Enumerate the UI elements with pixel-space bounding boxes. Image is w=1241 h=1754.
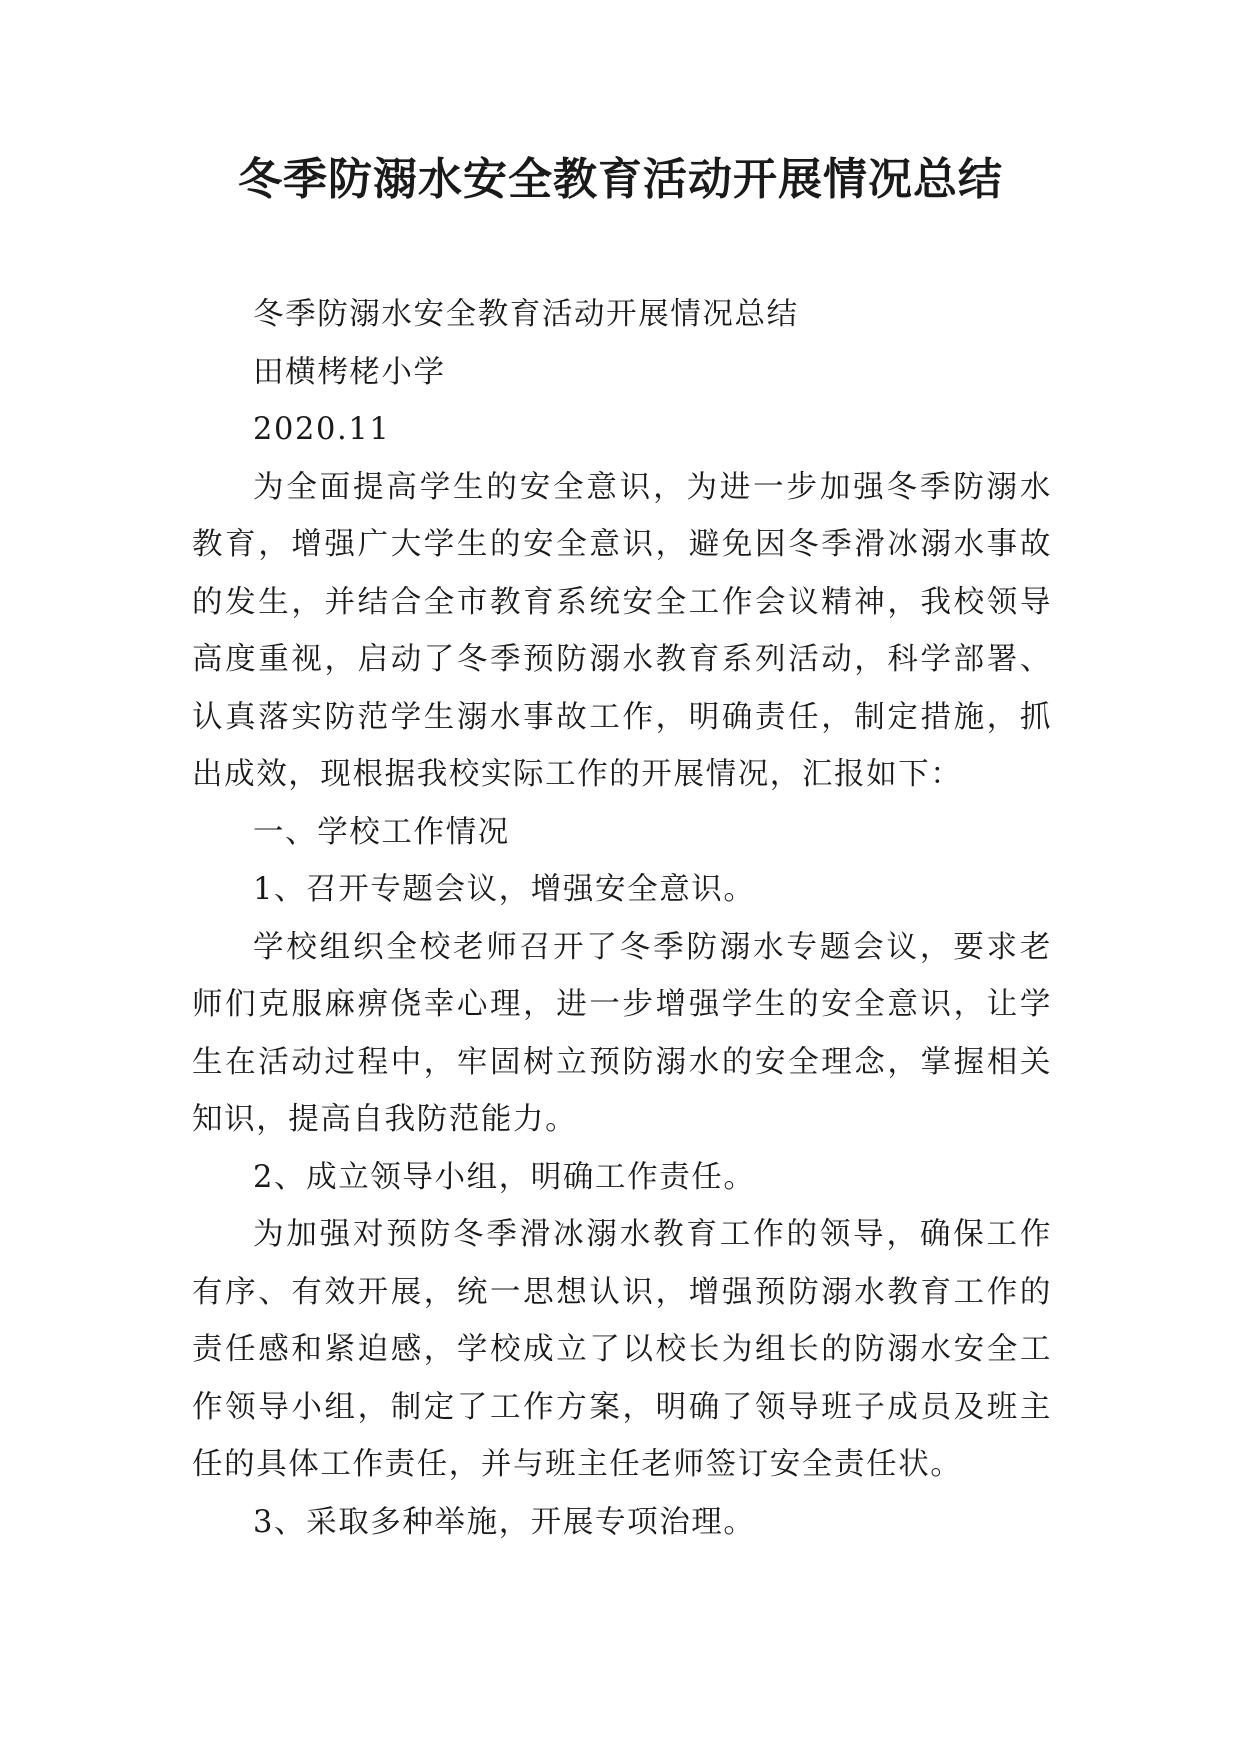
subtitle-line: 冬季防溺水安全教育活动开展情况总结: [253, 297, 799, 332]
document-title: 冬季防溺水安全教育活动开展情况总结: [238, 154, 1003, 205]
intro-paragraph: 为全面提高学生的安全意识，为进一步加强冬季防溺水教育，增强广大学生的安全意识，避免因冬季滑冰溺水事故的发生，并结合全市教育系统安全工作会议精神，我校领导高度重视，启动了冬季预防溺水教育系列活动，科学部署、认真落实防范学生溺水事故工作，明确责任，制定措施，抓出成效，现根据我校实际工作的开展情况，汇报如下：: [192, 469, 1052, 792]
document-date: 2020.11: [253, 412, 391, 447]
item-heading-2: 2、成立领导小组，明确工作责任。: [253, 1159, 756, 1195]
item-paragraph-2: 为加强对预防冬季滑冰溺水教育工作的领导，确保工作有序、有效开展，统一思想认识，增强预防溺水教育工作的责任感和紧迫感，学校成立了以校长为组长的防溺水安全工作领导小组，制定了工作方案，明确了领导班子成员及班主任的具体工作责任，并与班主任老师签订安全责任状。: [192, 1217, 1052, 1482]
item-heading-1: 1、召开专题会议，增强安全意识。: [253, 872, 756, 907]
section-heading: 一、学校工作情况: [253, 814, 510, 850]
school-name: 田横栲栳小学: [253, 354, 446, 390]
document-body: [192, 286, 1052, 1551]
item-paragraph-1: 学校组织全校老师召开了冬季防溺水专题会议，要求老师们克服麻痹侥幸心理，进一步增强学生的安全意识，让学生在活动过程中，牢固树立预防溺水的安全理念，掌握相关知识，提高自我防范能力。: [192, 929, 1052, 1137]
item-heading-3: 3、采取多种举施，开展专项治理。: [253, 1504, 756, 1540]
